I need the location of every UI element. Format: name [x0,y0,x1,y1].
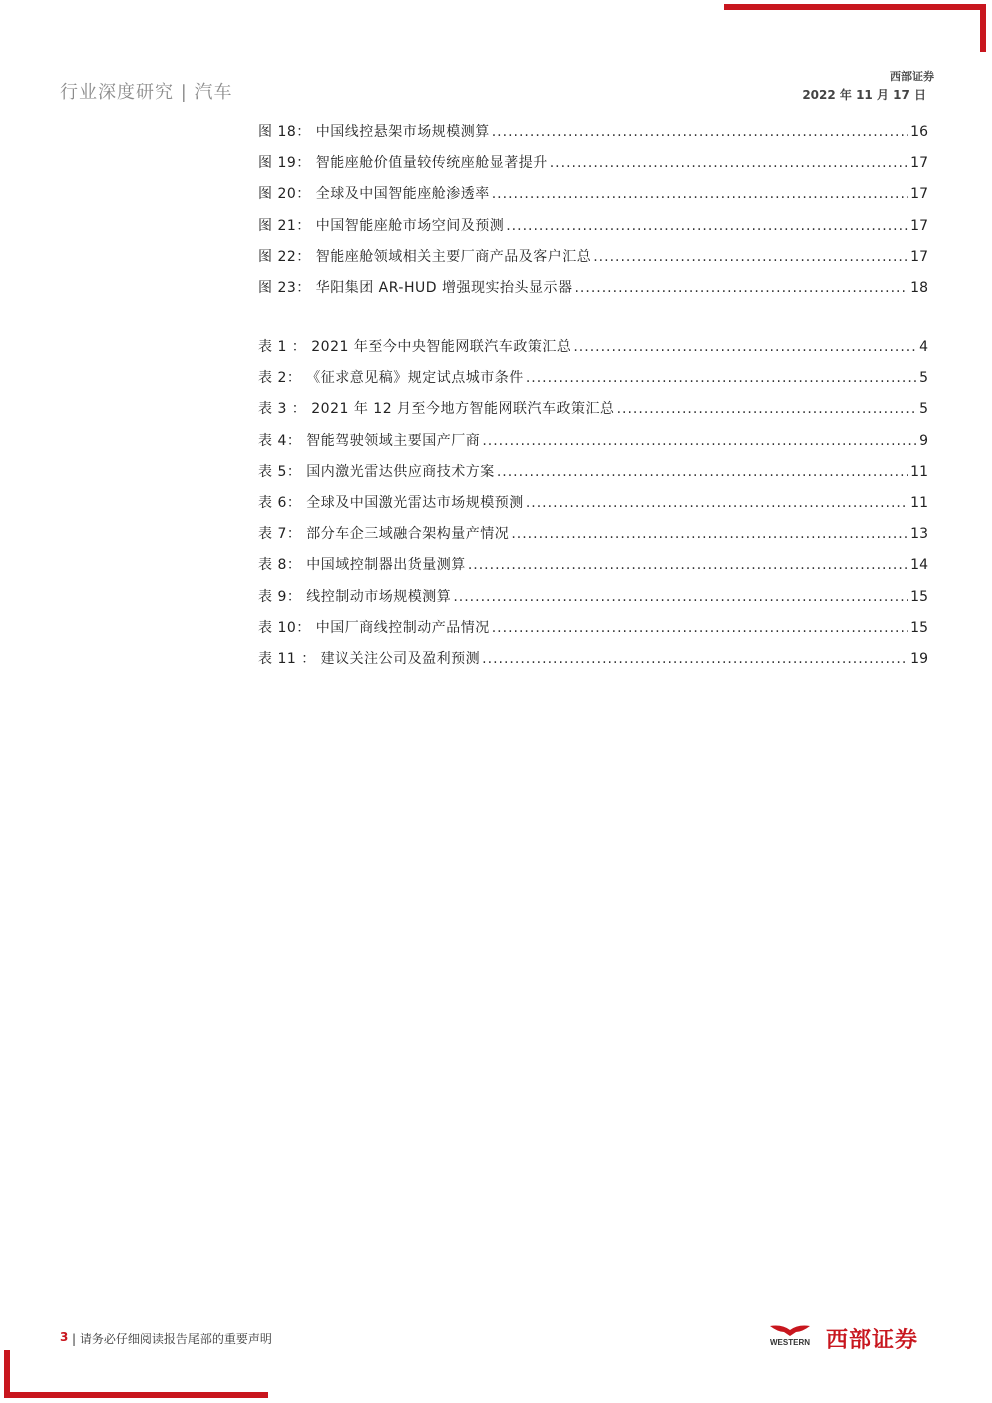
table-toc-row[interactable] [258,367,928,398]
leader-dots [526,495,908,511]
toc-page-number: 17 [910,217,928,234]
toc-page-number: 19 [910,650,928,667]
table-toc-row[interactable] [258,492,928,523]
toc-entry-label: 表 5： 国内激光雷达供应商技术方案 [258,463,495,480]
toc-entry-label: 表 4： 智能驾驶领域主要国产厂商 [258,432,481,449]
table-toc-row[interactable] [258,554,928,585]
toc-page-number: 18 [910,279,928,296]
toc-entry-label: 表 9： 线控制动市场规模测算 [258,588,452,605]
toc-page-number: 11 [910,494,928,511]
corner-decoration-bottom-vertical [4,1350,10,1398]
toc-entry-label: 表 7： 部分车企三域融合架构量产情况 [258,526,510,543]
leader-dots [550,155,908,171]
leader-dots [482,651,908,667]
table-toc-row[interactable] [258,617,928,648]
toc-page-number: 15 [910,619,928,636]
table-index-list [258,336,928,679]
toc-page-number: 5 [919,370,928,387]
leader-dots [482,433,917,449]
western-logo-icon [762,1324,818,1350]
leader-dots [573,339,917,355]
figure-toc-row[interactable] [258,215,928,246]
logo-en-text: WESTERN [770,1338,810,1347]
table-toc-row[interactable] [258,398,928,429]
table-toc-row[interactable] [258,586,928,617]
corner-decoration-top-vertical [980,4,986,52]
leader-dots [492,186,908,202]
toc-page-number: 17 [910,186,928,203]
toc-page-number: 16 [910,124,928,140]
leader-dots [492,124,908,140]
toc-entry-label: 表 1 ： 2021 年至今中央智能网联汽车政策汇总 [258,339,572,355]
figure-toc-row[interactable] [258,152,928,183]
report-date: 2022 年 11 月 17 日 [802,88,926,102]
page-number: 3 [60,1330,69,1344]
figure-toc-row[interactable] [258,121,928,152]
toc-entry-label: 表 8： 中国域控制器出货量测算 [258,557,466,574]
toc-entry-label: 表 11 ： 建议关注公司及盈利预测 [258,650,481,667]
toc-entry-label: 表 2： 《征求意见稿》规定试点城市条件 [258,370,524,387]
leader-dots [453,589,908,605]
toc-page-number: 5 [919,401,928,418]
leader-dots [617,401,918,417]
table-toc-row[interactable] [258,523,928,554]
leader-dots [526,370,917,386]
corner-decoration-top-horizontal [724,4,986,10]
toc-entry-label: 图 18： 中国线控悬架市场规模测算 [258,124,490,140]
company-logo-text: 西部证券 [826,1328,919,1353]
toc-page-number: 4 [919,339,928,355]
toc-entry-label: 表 6： 全球及中国激光雷达市场规模预测 [258,494,524,511]
toc-entry-label: 表 10： 中国厂商线控制动产品情况 [258,619,490,636]
toc-page-number: 17 [910,248,928,265]
table-toc-row[interactable] [258,336,928,367]
header-brand: 西部证券 [890,70,934,83]
toc-entry-label: 图 20： 全球及中国智能座舱渗透率 [258,186,490,203]
toc-page-number: 13 [910,526,928,543]
toc-page-number: 14 [910,557,928,574]
leader-dots [593,249,908,265]
toc-page-number: 11 [910,463,928,480]
figure-index-list [258,121,928,308]
toc-page-number: 9 [919,432,928,449]
leader-dots [492,620,908,636]
leader-dots [506,218,908,234]
disclaimer-notice: | 请务必仔细阅读报告尾部的重要声明 [72,1332,272,1346]
toc-entry-label: 图 21： 中国智能座舱市场空间及预测 [258,217,505,234]
leader-dots [497,464,908,480]
figure-toc-row[interactable] [258,246,928,277]
table-toc-row[interactable] [258,461,928,492]
leader-dots [574,280,908,296]
table-toc-row[interactable] [258,648,928,679]
toc-entry-label: 图 23： 华阳集团 AR-HUD 增强现实抬头显示器 [258,279,573,296]
toc-page-number: 15 [910,588,928,605]
table-toc-row[interactable] [258,430,928,461]
report-section-title: 行业深度研究 | 汽车 [60,82,233,103]
leader-dots [468,557,908,573]
figure-toc-row[interactable] [258,277,928,308]
toc-entry-label: 图 22： 智能座舱领域相关主要厂商产品及客户汇总 [258,248,592,265]
leader-dots [511,526,908,542]
corner-decoration-bottom-horizontal [4,1392,268,1398]
toc-page-number: 17 [910,155,928,172]
toc-entry-label: 图 19： 智能座舱价值量较传统座舱显著提升 [258,155,548,172]
toc-entry-label: 表 3 ： 2021 年 12 月至今地方智能网联汽车政策汇总 [258,401,615,418]
figure-toc-row[interactable] [258,183,928,214]
